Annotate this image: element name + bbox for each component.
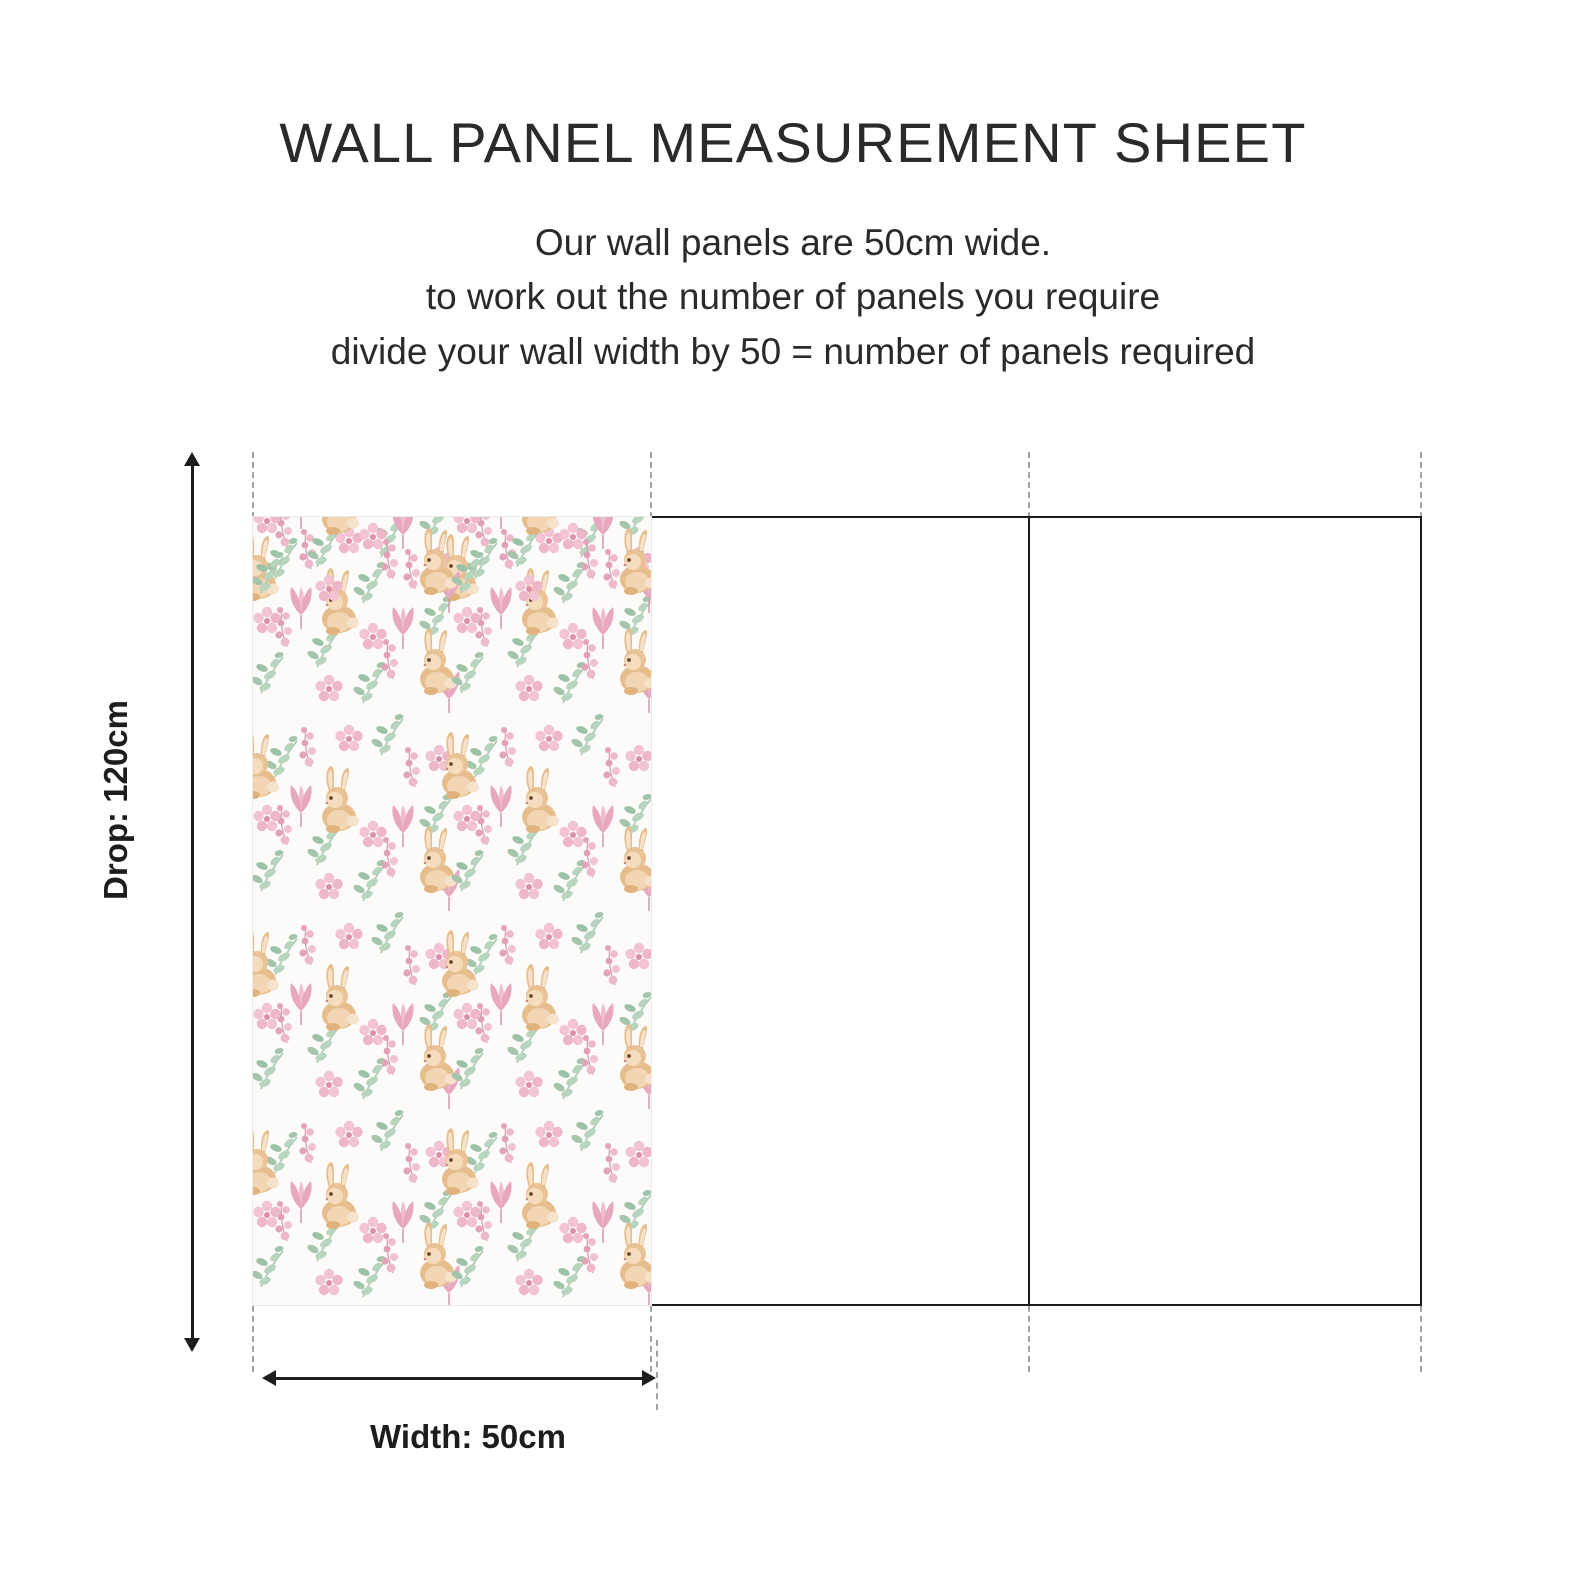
drop-label: Drop: 120cm — [97, 700, 134, 900]
arrow-shaft — [270, 1377, 648, 1380]
arrow-head-down-icon — [184, 1338, 200, 1352]
width-dimension-arrow — [262, 1370, 656, 1386]
page-title: WALL PANEL MEASUREMENT SHEET — [279, 111, 1307, 174]
panel-1-preview — [252, 516, 652, 1306]
arrow-head-right-icon — [642, 1370, 656, 1386]
instruction-line-2: to work out the number of panels you require — [425, 276, 1161, 318]
drop-dimension-arrow — [184, 452, 202, 1352]
panel-divider — [1028, 516, 1030, 1306]
instruction-line-3: divide your wall width by 50 = number of panels required — [330, 331, 1256, 373]
guide-line-width-end — [656, 1340, 658, 1410]
width-label: Width: 50cm — [370, 1418, 566, 1455]
wall-outline-empty-panels — [650, 516, 1422, 1306]
instruction-line-1: Our wall panels are 50cm wide. — [534, 221, 1052, 263]
arrow-shaft — [191, 460, 194, 1344]
